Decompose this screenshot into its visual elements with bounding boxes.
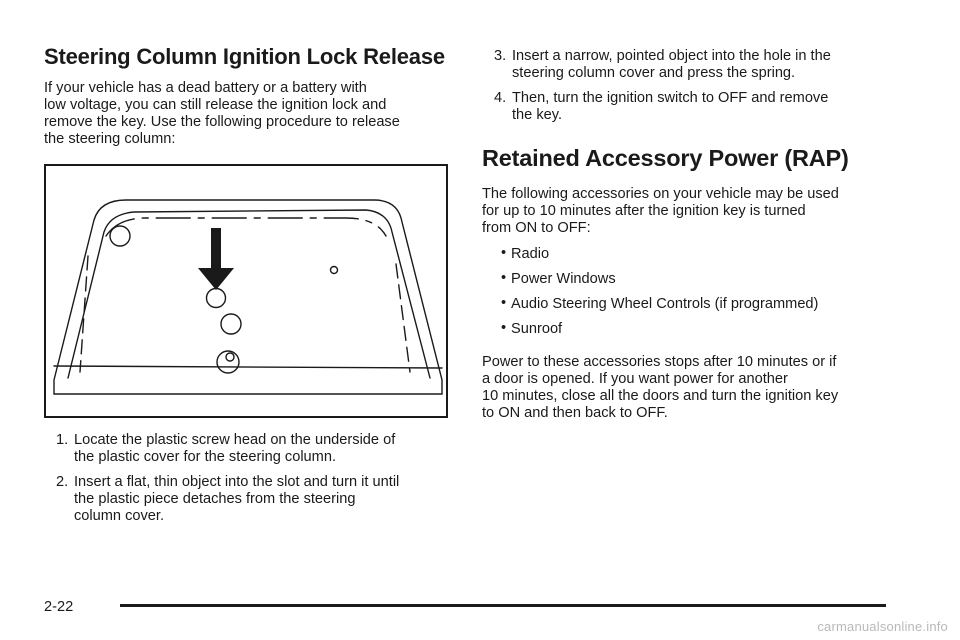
step-number: 3.	[494, 48, 507, 64]
text-line: a door is opened. If you want power for another	[482, 371, 788, 387]
list-item	[482, 321, 902, 338]
text-line: 10 minutes, close all the doors and turn the ignition key	[482, 388, 839, 404]
step-item	[44, 432, 448, 466]
small-hole	[331, 267, 338, 274]
rap-intro-paragraph	[482, 186, 902, 237]
list-item-label: Sunroof	[511, 321, 563, 337]
text-line: to ON and then back to OFF.	[482, 405, 668, 421]
text-line: column cover.	[74, 508, 165, 524]
step-number: 2.	[56, 474, 69, 490]
text-line: Insert a narrow, pointed object into the hole in the	[512, 48, 831, 64]
page-number: 2-22	[44, 599, 74, 615]
text-line: from ON to OFF:	[482, 220, 591, 236]
footer-divider	[120, 604, 886, 607]
arrow-down-icon	[198, 228, 234, 290]
text-line: the plastic cover for the steering column.	[74, 449, 337, 465]
bullet-icon: •	[501, 245, 507, 261]
text-line: Power to these accessories stops after 10 minutes or if	[482, 354, 837, 370]
step-number: 4.	[494, 90, 507, 106]
text-line: Then, turn the ignition switch to OFF and remove	[512, 90, 829, 106]
right-dashed-line	[396, 264, 410, 372]
step-item	[482, 90, 902, 124]
text-line: the key.	[512, 107, 563, 123]
list-item-label: Power Windows	[511, 271, 616, 287]
pointed-hole	[221, 314, 241, 334]
text-line: low voltage, you can still release the ignition lock and	[44, 97, 387, 113]
list-item	[482, 296, 902, 313]
screw-head-left	[110, 226, 130, 246]
cover-inner-edge	[68, 210, 430, 378]
text-line: The following accessories on your vehicle may be used	[482, 186, 839, 202]
step-item	[482, 48, 902, 82]
step-number: 1.	[56, 432, 69, 448]
procedure-steps-right	[482, 48, 902, 124]
steering-column-illustration	[44, 164, 448, 418]
intro-paragraph	[44, 80, 448, 148]
steering-column-cover-drawing	[46, 166, 446, 416]
step-item	[44, 474, 448, 525]
text-line: Insert a flat, thin object into the slot and turn it until	[74, 474, 400, 490]
text-line: If your vehicle has a dead battery or a battery with	[44, 80, 367, 96]
text-line: the steering column:	[44, 131, 176, 147]
bullet-icon: •	[501, 270, 507, 286]
bullet-icon: •	[501, 320, 507, 336]
accessory-list	[482, 246, 902, 338]
text-line: remove the key. Use the following procedure to release	[44, 114, 400, 130]
text-line: the plastic piece detaches from the steering	[74, 491, 356, 507]
procedure-steps-left	[44, 432, 448, 525]
list-item-label: Audio Steering Wheel Controls (if programmed)	[511, 296, 819, 312]
section-heading-rap: Retained Accessory Power (RAP)	[482, 145, 849, 171]
slot-hole	[207, 289, 226, 308]
text-line: steering column cover and press the spring.	[512, 65, 796, 81]
text-line: for up to 10 minutes after the ignition key is turned	[482, 203, 806, 219]
ignition-lock-spring	[226, 353, 234, 361]
list-item-label: Radio	[511, 246, 550, 262]
watermark: carmanualsonline.info	[817, 619, 948, 634]
bullet-icon: •	[501, 295, 507, 311]
cover-bottom-line	[54, 366, 442, 368]
list-item	[482, 246, 902, 263]
list-item	[482, 271, 902, 288]
cover-seam	[106, 218, 386, 236]
rap-outro-paragraph	[482, 354, 902, 422]
text-line: Locate the plastic screw head on the underside of	[74, 432, 396, 448]
section-heading-ignition-lock: Steering Column Ignition Lock Release	[44, 44, 445, 69]
